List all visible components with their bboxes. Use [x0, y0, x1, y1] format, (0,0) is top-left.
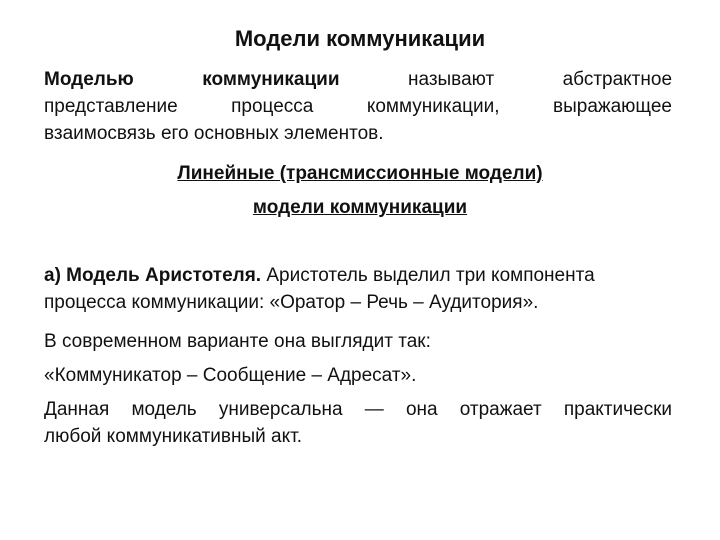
- universal-paragraph: [44, 396, 672, 450]
- aristotle-line-1: [44, 262, 672, 289]
- modern-formula-text: «Коммуникатор – Сообщение – Адресат».: [44, 365, 417, 386]
- definition-line-2: представление процесса коммуникации, выражающее: [44, 96, 672, 117]
- subheading-line-2: модели коммуникации: [252, 197, 468, 218]
- universal-line-2: любой коммуникативный акт.: [44, 426, 303, 447]
- slide-title: Модели коммуникации: [234, 26, 486, 51]
- definition-term: Моделью: [44, 69, 134, 90]
- definition-line-1: [44, 66, 672, 93]
- definition-term-2: коммуникации: [202, 69, 340, 90]
- aristotle-label: а) Модель Аристотеля.: [44, 265, 262, 286]
- definition-line-1-rest: называют абстрактное: [407, 69, 673, 90]
- modern-variant-text: В современном варианте она выглядит так:: [44, 331, 431, 352]
- definition-paragraph: [44, 66, 672, 147]
- subheading-line-1: Линейные (трансмиссионные модели): [177, 163, 543, 184]
- aristotle-line-1-rest: Аристотель выделил три компонента: [261, 265, 595, 286]
- universal-line-1: Данная модель универсальна — она отражает практически: [44, 399, 672, 420]
- aristotle-paragraph: [44, 262, 672, 316]
- definition-line-3: взаимосвязь его основных элементов.: [44, 123, 384, 144]
- aristotle-line-2: процесса коммуникации: «Оратор – Речь – Аудитория».: [44, 292, 539, 313]
